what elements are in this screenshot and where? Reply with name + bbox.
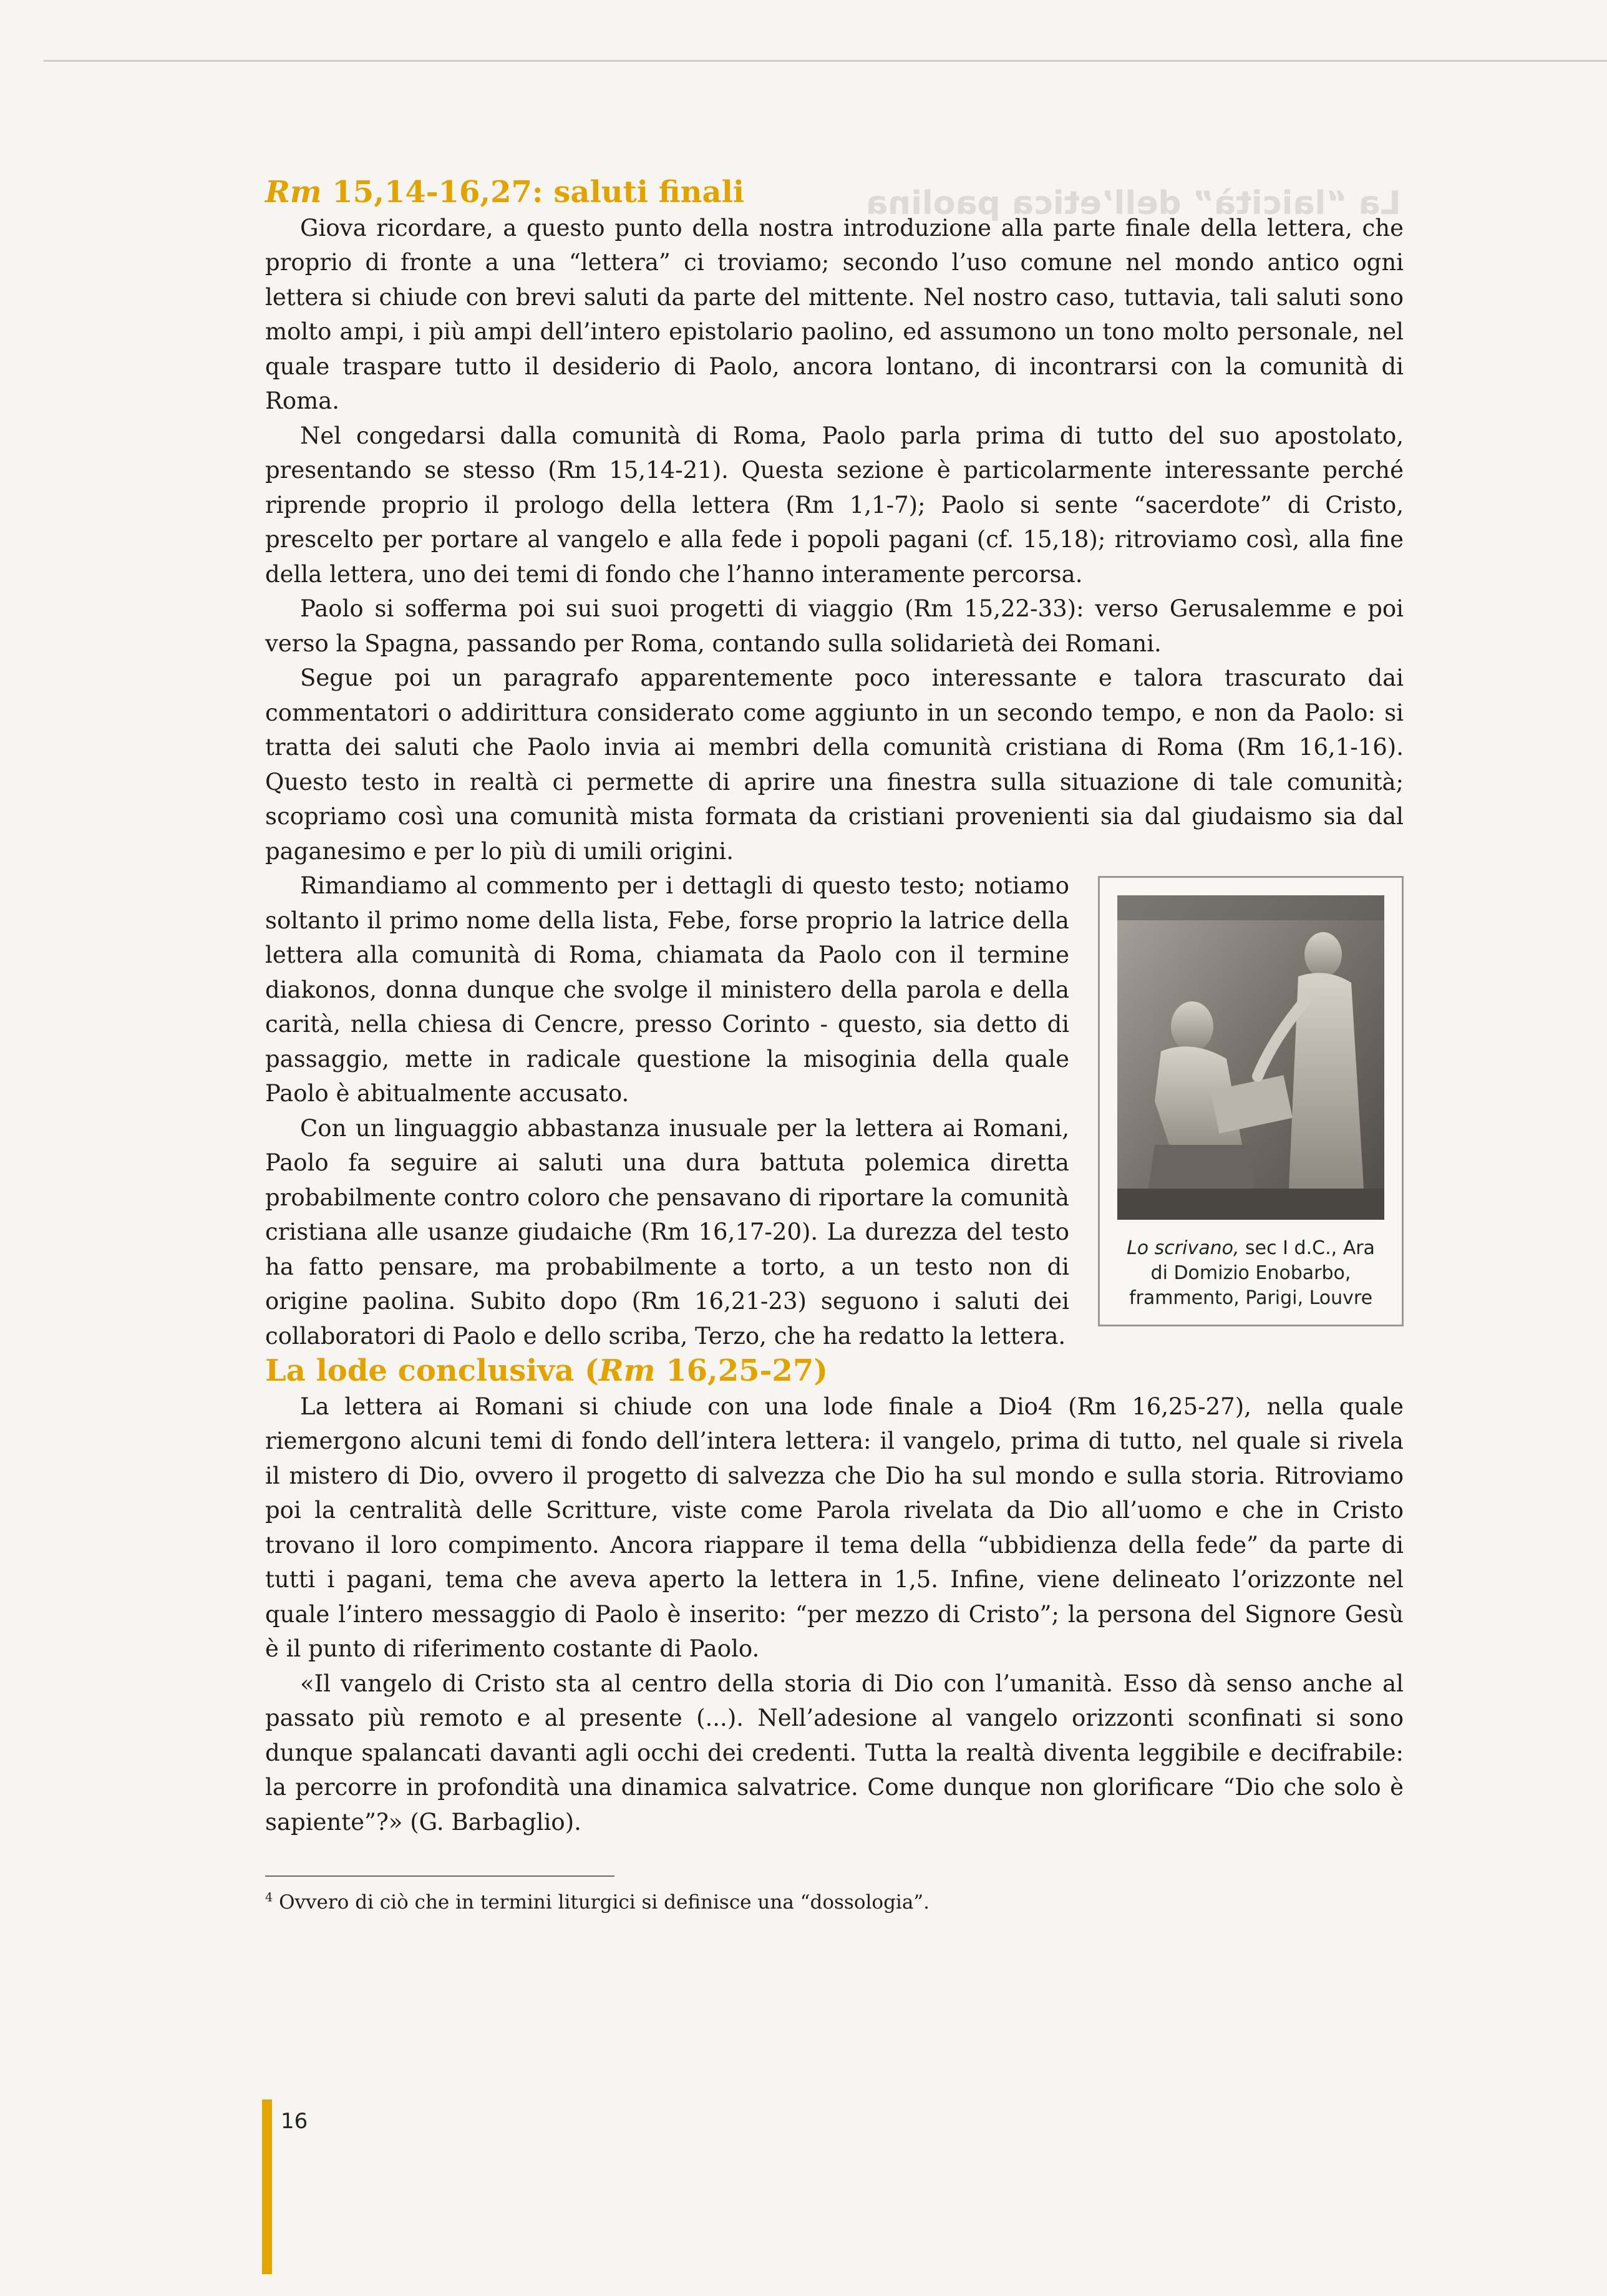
- page-number: 16: [281, 2109, 308, 2134]
- paragraph-2: Nel congedarsi dalla comunità di Roma, Paolo parla prima di tutto del suo apostolato, presentando se stesso (Rm 15,14-21). Questa sezione è particolarmente interessante perché riprende proprio il prologo della lettera (Rm 1,1-7); Paolo si sente “sacerdote” di Cristo, prescelto per portare al vangelo e alla fede i popoli pagani (cf. 15,18); ritroviamo così, alla fine della lettera, uno dei temi di fondo che l’hanno interamente percorsa.: [265, 422, 1404, 588]
- page-number-bar: [262, 2099, 272, 2274]
- paragraph-4: Segue poi un paragrafo apparentemente poco interessante e talora trascurato dai commentatori o addirittura considerato come aggiunto in un secondo tempo, e non da Paolo: si tratta dei saluti che Paolo invia ai membri della comunità cristiana di Roma (Rm 16,1-16). Questo testo in realtà ci permette di aprire una finestra sulla situazione di tale comunità; scopriamo così una comunità mista formata da cristiani provenienti sia dal giudaismo sia dal paganesimo e per lo più di umili origini.: [265, 664, 1404, 865]
- heading2-after: 16,25-27): [655, 1353, 828, 1389]
- heading-rm-ref: Rm: [265, 175, 322, 210]
- heading2-before: La lode conclusiva (: [265, 1353, 599, 1389]
- page-edge: [44, 60, 1607, 62]
- footnote-divider: [265, 1875, 614, 1877]
- paragraph-3: Paolo si sofferma poi sui suoi progetti di viaggio (Rm 15,22-33): verso Gerusalemme e poi verso la Spagna, passando per Roma, contando sulla solidarietà dei Romani.: [265, 595, 1404, 657]
- heading2-rm-ref: Rm: [598, 1353, 656, 1389]
- bleed-through-title: La “laicità” dell’etica paolina: [866, 185, 1401, 222]
- section-heading-saluti-finali: [265, 175, 1404, 211]
- heading-rest: 15,14-16,27: saluti finali: [321, 175, 745, 210]
- caption-detail: sec I d.C., Ara di Domizio Enobarbo, frammento, Parigi, Louvre: [1129, 1237, 1375, 1310]
- paragraph-8: «Il vangelo di Cristo sta al centro della storia di Dio con l’umanità. Esso dà senso anche al passato più remoto e al presente (...). Nell’adesione al vangelo orizzonti sconfinati si sono dunque spalancati davanti agli occhi dei credenti. Tutta la realtà diventa leggibile e decifrabile: la percorre in profondità una dinamica salvatrice. Come dunque non glorificare “Dio che solo è sapiente”?» (G. Barbaglio).: [265, 1670, 1404, 1836]
- figure-scrivano: [1098, 876, 1404, 1326]
- paragraph-1: Giova ricordare, a questo punto della nostra introduzione alla parte finale della lettera, che proprio di fronte a una “lettera” ci troviamo; secondo l’uso comune nel mondo antico ogni lettera si chiude con brevi saluti da parte del mittente. Nel nostro caso, tuttavia, tali saluti sono molto ampi, i più ampi dell’intero epistolario paolino, ed assumono un tono molto personale, nel quale traspare tutto il desiderio di Paolo, ancora lontano, di incontrarsi con la comunità di Roma.: [265, 214, 1404, 415]
- page-content: [265, 175, 1404, 1915]
- paragraph-5: Rimandiamo al commento per i dettagli di questo testo; notiamo soltanto il primo nome della lista, Febe, forse proprio la latrice della lettera alla comunità di Roma, chiamata da Paolo con il termine diakonos, donna dunque che svolge il ministero della parola e della carità, nella chiesa di Cencre, presso Corinto - questo, sia detto di passaggio, mette in radicale questione la misoginia della quale Paolo è abitualmente accusato.: [265, 872, 1069, 1107]
- figure-caption: [1117, 1236, 1384, 1311]
- relief-illustration: [1117, 895, 1384, 1220]
- paragraph-7: La lettera ai Romani si chiude con una lode finale a Dio4 (Rm 16,25-27), nella quale riemergono alcuni temi di fondo dell’intera lettera: il vangelo, prima di tutto, nel quale si rivela il mistero di Dio, ovvero il progetto di salvezza che Dio ha sul mondo e sulla storia. Ritroviamo poi la centralità delle Scritture, viste come Parola rivelata da Dio all’uomo e che in Cristo trovano il loro compimento. Ancora riappare il tema della “ubbidienza della fede” da parte di tutti i pagani, tema che aveva aperto la lettera in 1,5. Infine, viene delineato l’orizzonte nel quale l’intero messaggio di Paolo è inserito: “per mezzo di Cristo”; la persona del Signore Gesù è il punto di riferimento costante di Paolo.: [265, 1393, 1404, 1663]
- paragraph-6: Con un linguaggio abbastanza inusuale per la lettera ai Romani, Paolo fa seguire ai saluti una dura battuta polemica diretta probabilmente contro coloro che pensavano di riportare la comunità cristiana alle usanze giudaiche (Rm 16,17-20). La durezza del testo ha fatto pensare, ma probabilmente a torto, a un testo non di origine paolina. Subito dopo (Rm 16,21-23) seguono i saluti dei collaboratori di Paolo e dello scriba, Terzo, che ha redatto la lettera.: [265, 1114, 1069, 1350]
- section-heading-lode-conclusiva: [265, 1353, 1404, 1389]
- footnote-text: Ovvero di ciò che in termini liturgici si definisce una “dossologia”.: [273, 1891, 930, 1914]
- relief-photo: [1117, 895, 1384, 1220]
- caption-title: Lo scrivano,: [1127, 1237, 1240, 1260]
- footnote-4: [265, 1889, 1404, 1915]
- footnote-number: 4: [265, 1890, 273, 1905]
